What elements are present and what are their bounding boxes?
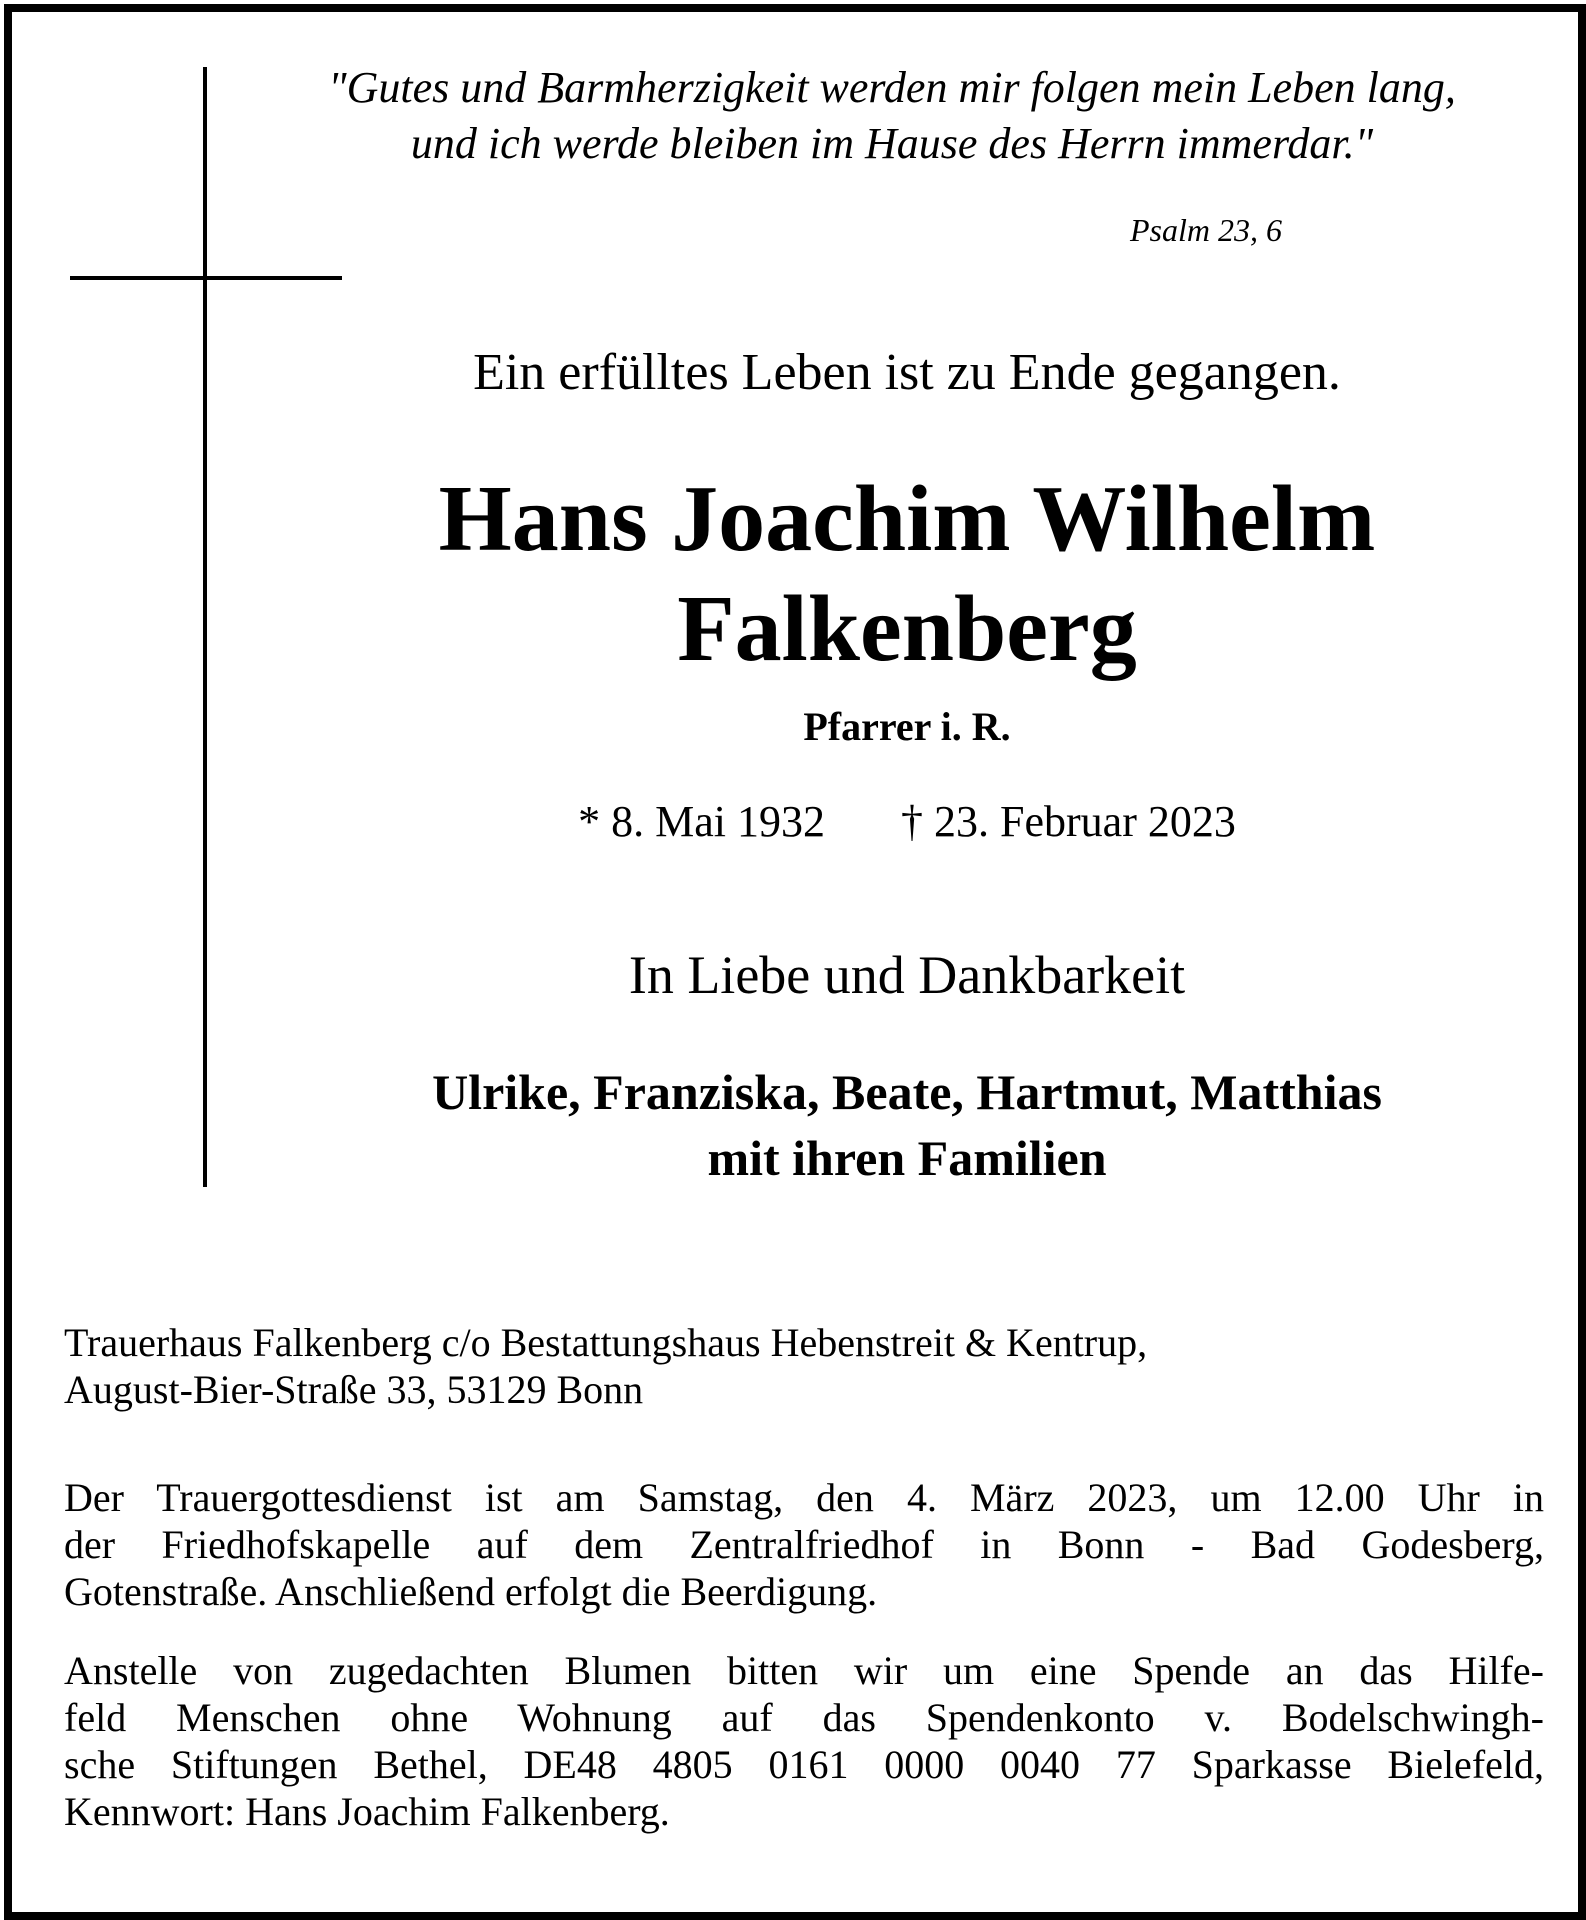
family-names bbox=[282, 1059, 1532, 1191]
donation-line-3: sche Stiftungen Bethel, DE48 4805 0161 0000 0040 77 Sparkasse Bielefeld, bbox=[64, 1742, 1544, 1787]
love-line: In Liebe und Dankbarkeit bbox=[628, 945, 1186, 1005]
verse-line-1: "Gutes und Barmherzigkeit werden mir folgen mein Leben lang, bbox=[328, 63, 1456, 112]
name-line-2: Falkenberg bbox=[677, 577, 1137, 681]
donation-line-1: Anstelle von zugedachten Blumen bitten wir um eine Spende an das Hilfe- bbox=[64, 1648, 1544, 1693]
name-line-1: Hans Joachim Wilhelm bbox=[438, 467, 1376, 571]
birth-date: * 8. Mai 1932 bbox=[578, 797, 826, 846]
address-line-2: August-Bier-Straße 33, 53129 Bonn bbox=[64, 1367, 644, 1412]
bible-verse bbox=[242, 60, 1542, 172]
donation-line-4: Kennwort: Hans Joachim Falkenberg. bbox=[64, 1789, 670, 1834]
service-line-1: Der Trauergottesdienst ist am Samstag, den 4. März 2023, um 12.00 Uhr in bbox=[64, 1475, 1544, 1520]
verse-line-2: und ich werde bleiben im Hause des Herrn immerdar." bbox=[410, 119, 1374, 168]
address-line-1: Trauerhaus Falkenberg c/o Bestattungshaus Hebenstreit & Kentrup, bbox=[64, 1320, 1148, 1365]
verse-reference: Psalm 23, 6 bbox=[1130, 212, 1282, 248]
cross-horizontal-bar bbox=[70, 276, 342, 280]
intro-line: Ein erfülltes Leben ist zu Ende gegangen. bbox=[473, 344, 1341, 401]
service-line-3: Gotenstraße. Anschließend erfolgt die Beerdigung. bbox=[64, 1569, 878, 1614]
life-dates bbox=[282, 794, 1532, 850]
death-date: † 23. Februar 2023 bbox=[901, 797, 1236, 846]
obituary-frame bbox=[4, 4, 1586, 1920]
deceased-title: Pfarrer i. R. bbox=[803, 704, 1011, 749]
family-line-2: mit ihren Familien bbox=[707, 1130, 1107, 1186]
donation-paragraph bbox=[64, 1647, 1544, 1835]
donation-line-2: feld Menschen ohne Wohnung auf das Spendenkonto v. Bodelschwingh- bbox=[64, 1695, 1544, 1740]
address-paragraph bbox=[64, 1319, 1544, 1413]
family-line-1: Ulrike, Franziska, Beate, Hartmut, Matthias bbox=[432, 1064, 1382, 1120]
service-line-2: der Friedhofskapelle auf dem Zentralfriedhof in Bonn - Bad Godesberg, bbox=[64, 1522, 1544, 1567]
deceased-name bbox=[282, 464, 1532, 684]
cross-vertical-bar bbox=[203, 67, 207, 1187]
service-paragraph bbox=[64, 1474, 1544, 1615]
